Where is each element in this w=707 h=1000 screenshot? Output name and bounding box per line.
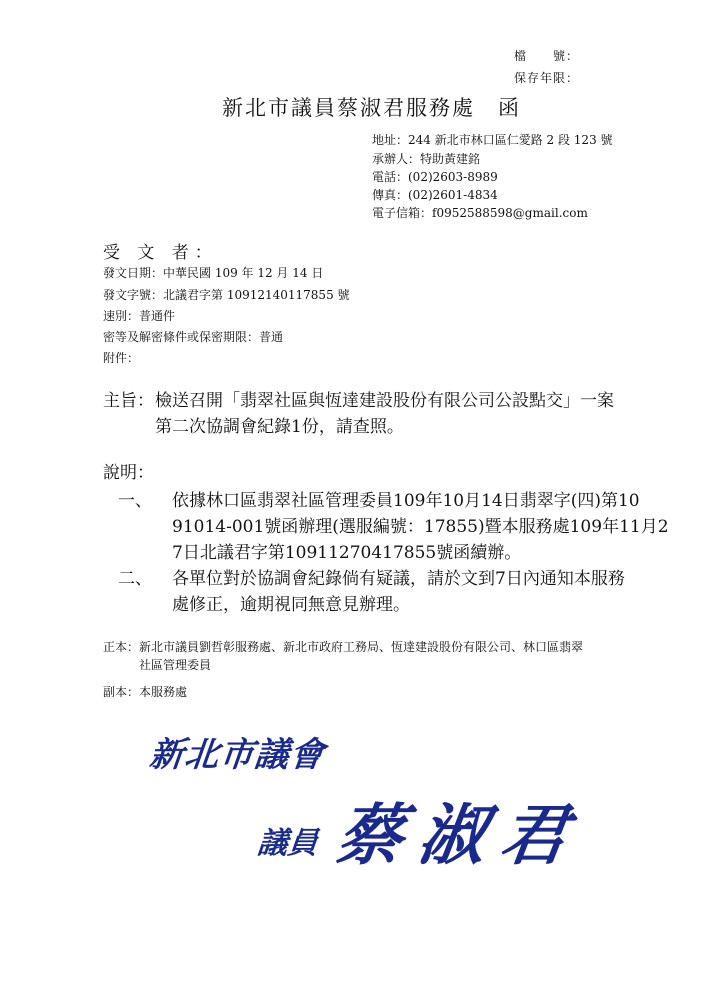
attachment: 附件： [103, 351, 140, 365]
item-line: 處修正，逾期視同無意見辦理。 [172, 595, 410, 615]
subject-label: 主旨： [103, 391, 154, 411]
item-line: 91014-001號函辦理(選服編號：17855)暨本服務處109年11月2 [172, 517, 669, 537]
item-line: 依據林口區翡翠社區管理委員109年10月14日翡翠字(四)第10 [172, 491, 640, 511]
recipient-label: 受 文 者： [103, 243, 218, 263]
item-number: 一、 [118, 491, 152, 511]
handler: 承辦人：特助黃建銘 [372, 152, 481, 166]
item-line: 7日北議君字第10911270417855號函續辦。 [172, 543, 522, 563]
item-number: 二、 [118, 569, 152, 589]
document-title: 新北市議員蔡淑君服務處 函 [222, 96, 521, 120]
phone: 電話：(02)2603-8989 [372, 170, 498, 184]
speed: 速別：普通件 [103, 309, 176, 323]
archive-number: 檔 號： [514, 49, 580, 63]
main-recipients: 正本：新北市議員劉哲彰服務處、新北市政府工務局、恆達建設股份有限公司、林口區翡翠 [103, 640, 584, 654]
fax: 傳真：(02)2601-4834 [372, 188, 498, 202]
subject-line: 檢送召開「翡翠社區與恆達建設股份有限公司公設點交」一案 [155, 391, 614, 411]
secondary-recipients: 副本：本服務處 [103, 685, 188, 699]
security-level: 密等及解密條件或保密期限：普通 [103, 330, 284, 344]
seal-council-name: 新北市議會 [147, 735, 327, 775]
seal-member-name: 蔡淑君 [331, 796, 589, 874]
address: 地址：244 新北市林口區仁愛路 2 段 123 號 [372, 133, 613, 147]
subject-line: 第二次協調會紀錄1份，請查照。 [155, 417, 404, 437]
retention-period: 保存年限： [514, 71, 580, 85]
explanation-label: 說明： [103, 463, 154, 483]
email: 電子信箱：f0952588598@gmail.com [372, 206, 588, 220]
document-number: 發文字號：北議君字第 10912140117855 號 [103, 288, 350, 302]
item-line: 各單位對於協調會紀錄倘有疑議，請於文到7日內通知本服務 [172, 569, 625, 589]
issue-date: 發文日期：中華民國 109 年 12 月 14 日 [103, 266, 324, 280]
seal-member-label: 議員 [255, 826, 320, 861]
main-recipients-continued: 社區管理委員 [139, 658, 212, 672]
